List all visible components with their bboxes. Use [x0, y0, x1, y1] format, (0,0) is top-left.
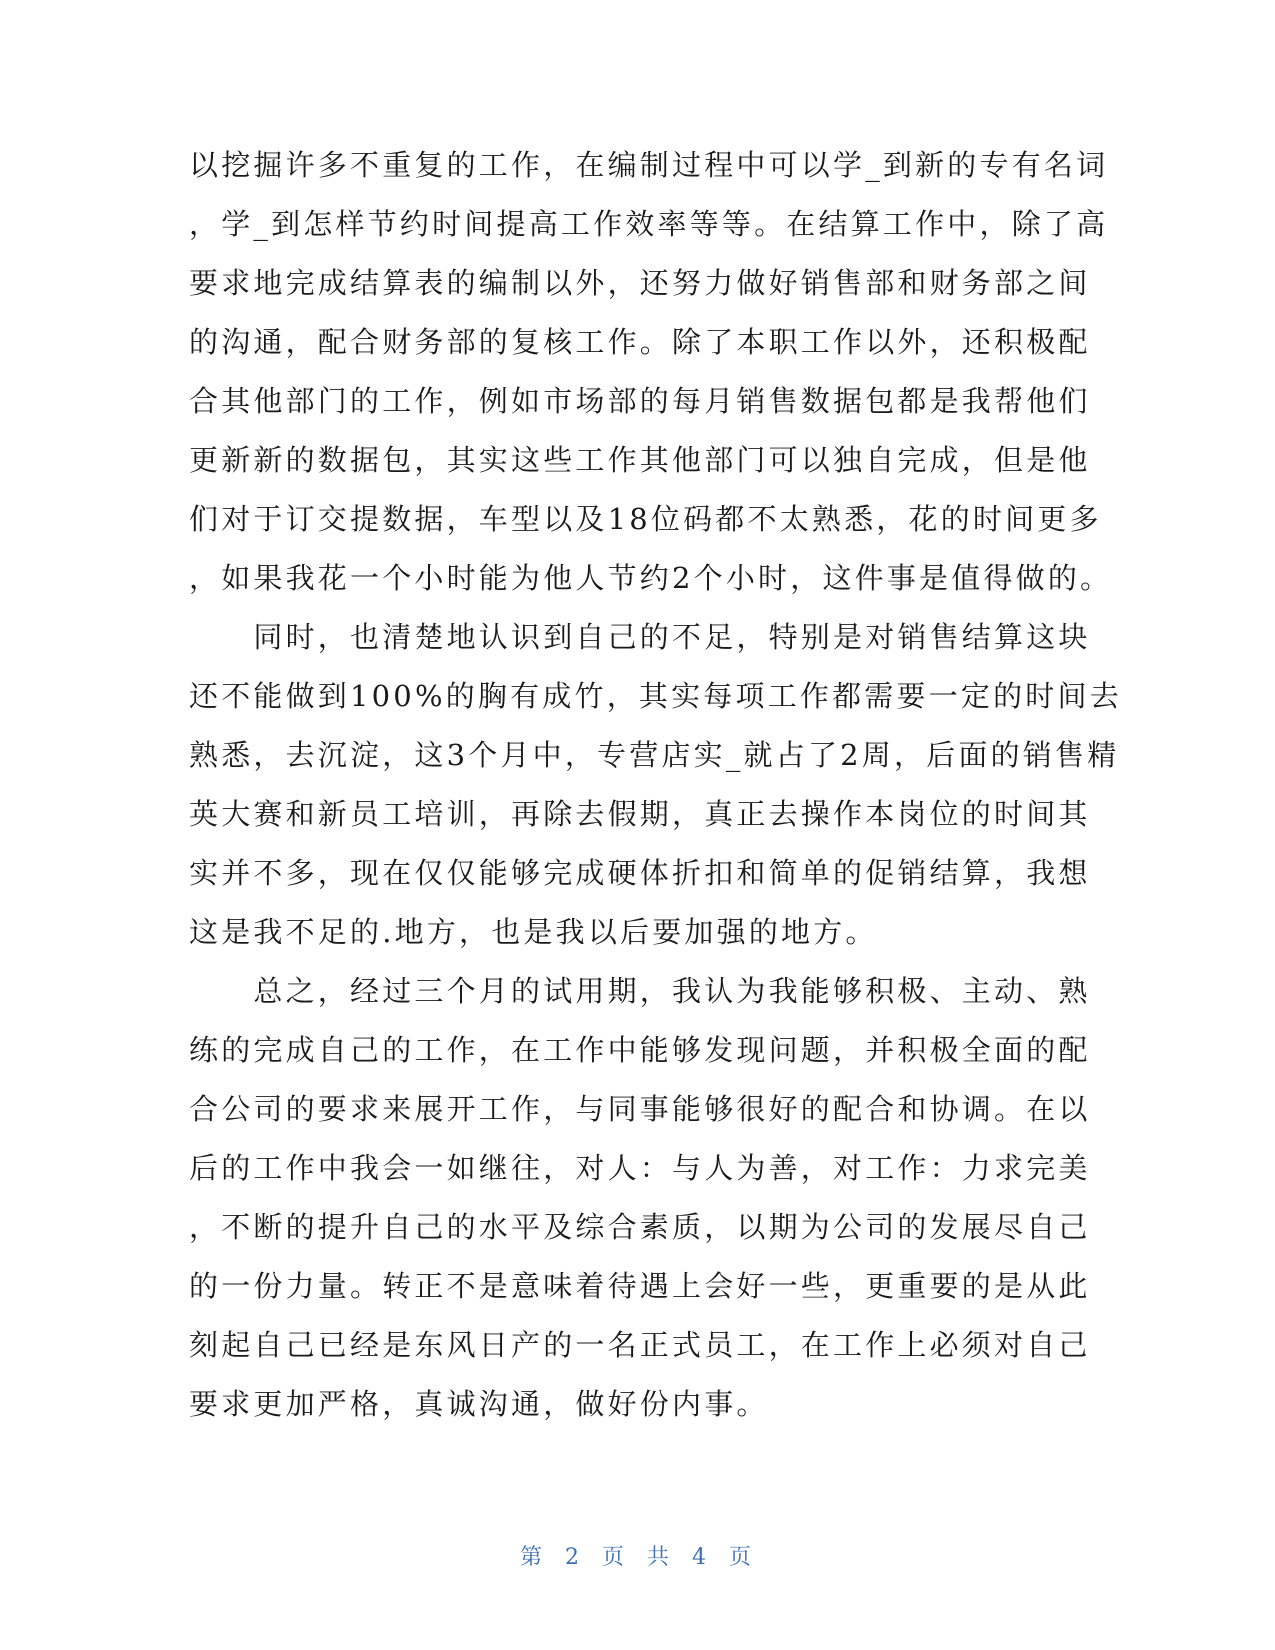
body-text-line: 以挖掘许多不重复的工作，在编制过程中可以学_到新的专有名词 [189, 148, 1109, 182]
body-text-line: 熟悉，去沉淀，这3个月中，专营店实_就占了2周，后面的销售精 [189, 738, 1120, 772]
body-text-line: 的沟通，配合财务部的复核工作。除了本职工作以外，还积极配 [189, 325, 1091, 359]
body-text-line: 要求更加严格，真诚沟通，做好份内事。 [189, 1387, 769, 1421]
page-footer [0, 1540, 1275, 1571]
body-text-line: 练的完成自己的工作，在工作中能够发现问题，并积极全面的配 [189, 1033, 1091, 1067]
body-text-line: 还不能做到100%的胸有成竹，其实每项工作都需要一定的时间去 [189, 679, 1122, 713]
body-text-line: ，学_到怎样节约时间提高工作效率等等。在结算工作中，除了高 [189, 207, 1109, 241]
page-total: 4 [692, 1545, 711, 1570]
body-text-line: 后的工作中我会一如继往，对人：与人为善，对工作：力求完美 [189, 1151, 1091, 1185]
body-text-line: 刻起自己已经是东风日产的一名正式员工，在工作上必须对自己 [189, 1328, 1091, 1362]
body-text-line: ，不断的提升自己的水平及综合素质，以期为公司的发展尽自己 [189, 1210, 1091, 1244]
body-text-line: 们对于订交提数据，车型以及18位码都不太熟悉，花的时间更多 [189, 502, 1102, 536]
page-current: 2 [564, 1545, 583, 1570]
body-text-line: 要求地完成结算表的编制以外，还努力做好销售部和财务部之间 [189, 266, 1091, 300]
body-text-line: ，如果我花一个小时能为他人节约2个小时，这件事是值得做的。 [189, 561, 1113, 595]
body-text-line: 的一份力量。转正不是意味着待遇上会好一些，更重要的是从此 [189, 1269, 1091, 1303]
body-text-line: 这是我不足的.地方，也是我以后要加强的地方。 [189, 915, 878, 949]
page-label: 第 [519, 1545, 546, 1570]
body-text-line: 合公司的要求来展开工作，与同事能够很好的配合和协调。在以 [189, 1092, 1091, 1126]
body-text-line: 合其他部门的工作，例如市场部的每月销售数据包都是我帮他们 [189, 384, 1091, 418]
total-label: 共 [647, 1545, 674, 1570]
paragraph-start-line: 同时，也清楚地认识到自己的不足，特别是对销售结算这块 [189, 620, 1091, 654]
body-text-line: 更新新的数据包，其实这些工作其他部门可以独自完成，但是他 [189, 443, 1091, 477]
page-unit: 页 [601, 1545, 628, 1570]
paragraph-start-line: 总之，经过三个月的试用期，我认为我能够积极、主动、熟 [189, 974, 1091, 1008]
body-text-line: 实并不多，现在仅仅能够完成硬体折扣和简单的促销结算，我想 [189, 856, 1091, 890]
total-unit: 页 [729, 1545, 756, 1570]
body-text-line: 英大赛和新员工培训，再除去假期，真正去操作本岗位的时间其 [189, 797, 1091, 831]
